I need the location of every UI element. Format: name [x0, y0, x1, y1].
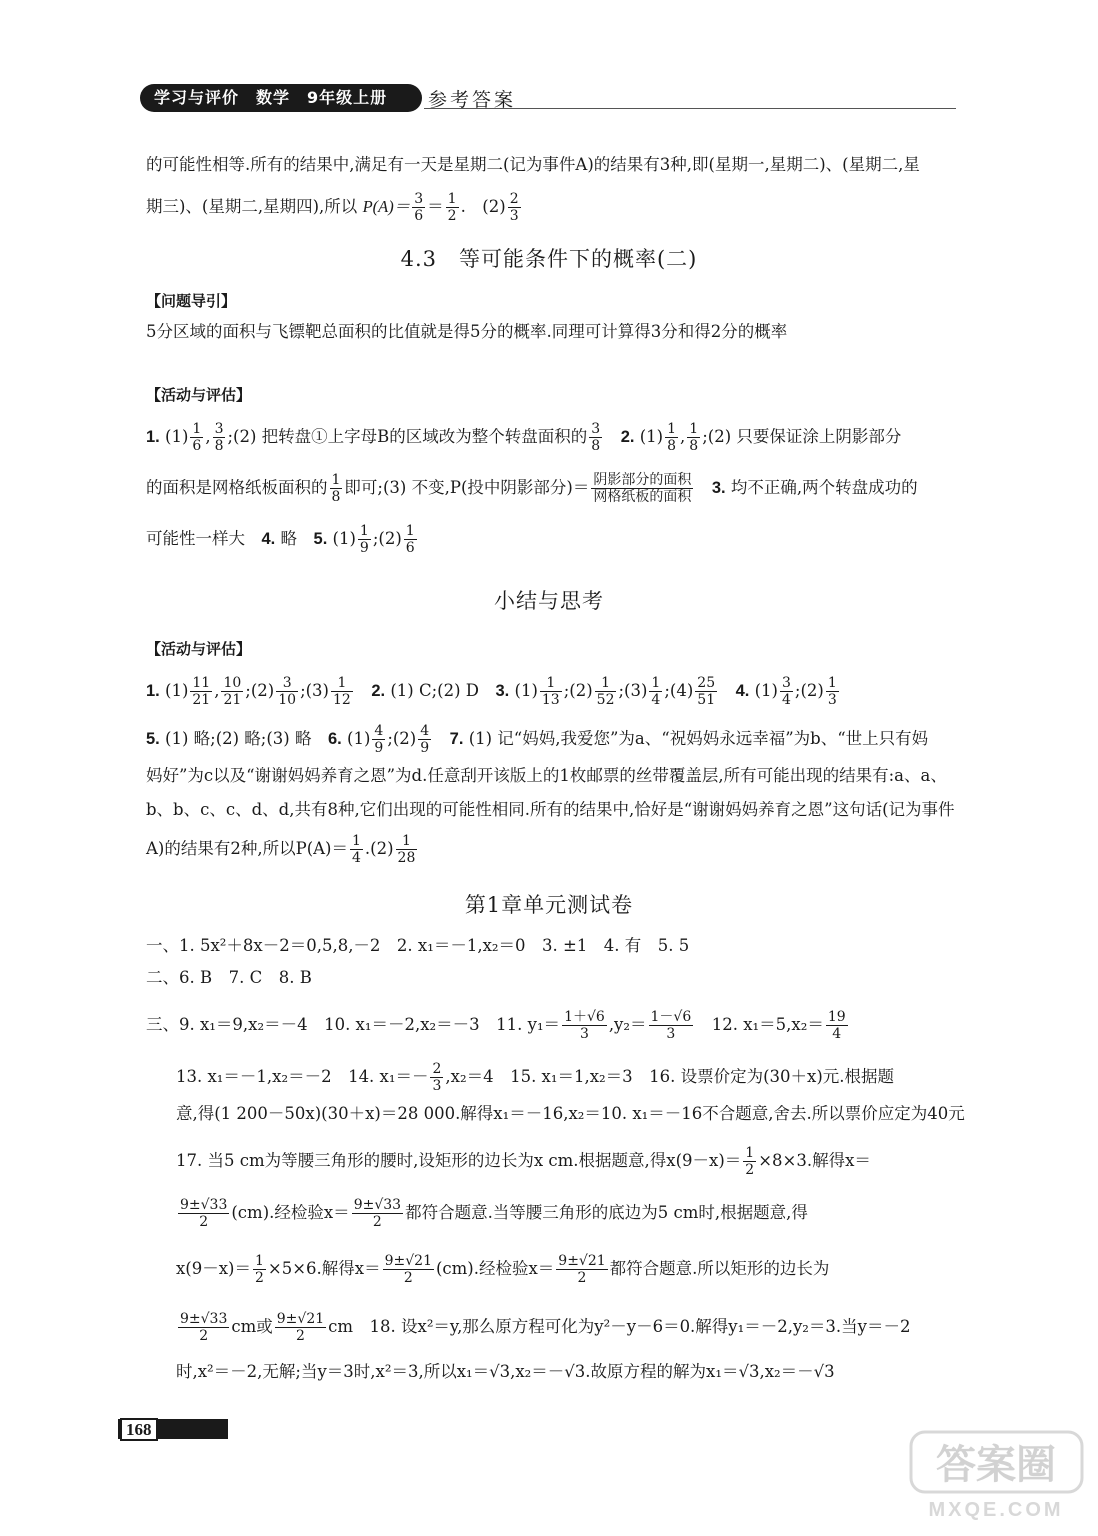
test-line-9: $\frac{9\pm√33}{2}$ cm或 $\frac{9\pm√21}{2}$ cm 18. 设x²＝y,那么原方程可化为y²－y－6＝0.解得y₁＝－2,y₂＝3.当y＝－2 [180, 1311, 911, 1344]
test-line-7: $\frac{9\pm√33}{2}$ (cm).经检验x＝ $\frac{9\pm√33}{2}$ 都符合题意.当等腰三角形的底边为5 cm时,根据题意,得 [180, 1197, 808, 1230]
answer-43-line-1: 1. (1) $\frac{1}{6}$ , $\frac{3}{8}$ ;(2) 把转盘①上字母B的区域改为整个转盘面积的 $\frac{3}{8}$ 2. (1) $\frac{1}{8}$ , $\frac{1}{8}$ ;(2) 只要保证涂上阴影部分 [146, 421, 902, 454]
header-section-title: 参考答案 [428, 89, 517, 111]
tag-activity: 【活动与评估】 [146, 386, 252, 404]
test-line-8: x(9－x)＝ $\frac{1}{2}$ ×5×6.解得x＝ $\frac{9\pm√21}{2}$ (cm).经检验x＝ $\frac{9\pm√21}{2}$ 都符合题意.所以矩形的边长为 [176, 1253, 830, 1286]
header-series: 学习与评价 数学 9年级上册 [154, 88, 388, 107]
test-line-1: 一、1. 5x²＋8x－2＝0,5,8,－2 2. x₁＝－1,x₂＝0 3. ±1 4. 有 5. 5 [146, 936, 690, 955]
test-title: 第1章单元测试卷 [464, 893, 634, 917]
tag-guide: 【问题导引】 [146, 292, 237, 310]
summary-tag: 【活动与评估】 [146, 640, 252, 658]
test-line-2: 二、6. B 7. C 8. B [146, 968, 312, 987]
page-number: 168 [120, 1418, 158, 1441]
summary-line-1: 1. (1) $\frac{11}{21}$ , $\frac{10}{21}$ ;(2) $\frac{3}{10}$ ;(3) $\frac{1}{12}$ 2. (1) C;(2) D 3. (1) $\frac{1}{13}$ ;(2) $\frac{1}{52}$ ;(3) $\frac{1}{4}$ ;(4) $\frac{25}{51}$ 4. (1) $\frac{3}{4}$ ;(2) $\frac{1}{3}$ [146, 675, 837, 708]
test-line-6: 17. 当5 cm为等腰三角形的腰时,设矩形的边长为x cm.根据题意,得x(9－x)＝ $\frac{1}{2}$ ×8×3.解得x＝ [176, 1145, 871, 1178]
intro-line-2: 期三)、(星期二,星期四),所以 P(A)＝ $\frac{3}{6}$ ＝ $\frac{1}{2}$ . (2) $\frac{2}{3}$ [146, 191, 519, 224]
test-line-5: 意,得(1 200－50x)(30＋x)＝28 000.解得x₁＝－16,x₂＝10. x₁＝－16不合题意,舍去.所以票价应定为40元 [176, 1104, 965, 1123]
summary-line-4: b、b、c、c、d、d,共有8种,它们出现的可能性相同.所有的结果中,恰好是“谢谢妈妈养育之恩”这句话(记为事件 [146, 800, 955, 819]
test-line-10: 时,x²＝－2,无解;当y＝3时,x²＝3,所以x₁＝√3,x₂＝－√3.故原方程的解为x₁＝√3,x₂＝－√3 [176, 1362, 835, 1381]
summary-line-3: 妈好”为c以及“谢谢妈妈养育之恩”为d.任意刮开该版上的1枚邮票的丝带覆盖层,所有可能出现的结果有:a、a、 [146, 766, 947, 785]
guide-text: 5分区域的面积与飞镖靶总面积的比值就是得5分的概率.同理可计算得3分和得2分的概率 [146, 322, 788, 341]
summary-line-2: 5. (1) 略;(2) 略;(3) 略 6. (1) $\frac{4}{9}$ ;(2) $\frac{4}{9}$ 7. (1) 记“妈妈,我爱您”为a、“祝妈妈永远幸福”为b、“世上只有妈 [146, 723, 929, 756]
test-line-4: 13. x₁＝－1,x₂＝－2 14. x₁＝－ $\frac{2}{3}$ ,x₂＝4 15. x₁＝1,x₂＝3 16. 设票价定为(30＋x)元.根据题 [176, 1061, 895, 1094]
header-divider [424, 108, 956, 109]
answer-43-line-2: 的面积是网格纸板面积的 $\frac{1}{8}$ 即可;(3) 不变,P(投中阴影部分)＝ $\frac{\text{阴影部分的面积}}{\text{网格纸板的面积}}$ 3. 均不正确,两个转盘成功的 [146, 472, 918, 505]
watermark-logo [909, 1430, 1084, 1522]
answer-43-line-3: 可能性一样大 4. 略 5. (1) $\frac{1}{9}$ ;(2) $\frac{1}{6}$ [146, 523, 415, 556]
section-4-3-title: 4.3 等可能条件下的概率(二) [400, 247, 698, 271]
watermark-text: 答案圈 [936, 1442, 1056, 1488]
header-series-pill [140, 84, 422, 112]
summary-title: 小结与思考 [494, 589, 604, 613]
summary-line-5: A)的结果有2种,所以P(A)＝ $\frac{1}{4}$ .(2) $\frac{1}{28}$ [146, 833, 416, 866]
test-line-3: 三、9. x₁＝9,x₂＝－4 10. x₁＝－2,x₂＝－3 11. y₁＝ $\frac{1+√6}{3}$ ,y₂＝ $\frac{1-√6}{3}$ 12. x₁＝5,x₂＝ $\frac{19}{4}$ [146, 1009, 846, 1042]
watermark-sub: MXQE.COM [928, 1499, 1064, 1521]
intro-line-1: 的可能性相等.所有的结果中,满足有一天是星期二(记为事件A)的结果有3种,即(星期一,星期二)、(星期二,星 [146, 155, 920, 174]
